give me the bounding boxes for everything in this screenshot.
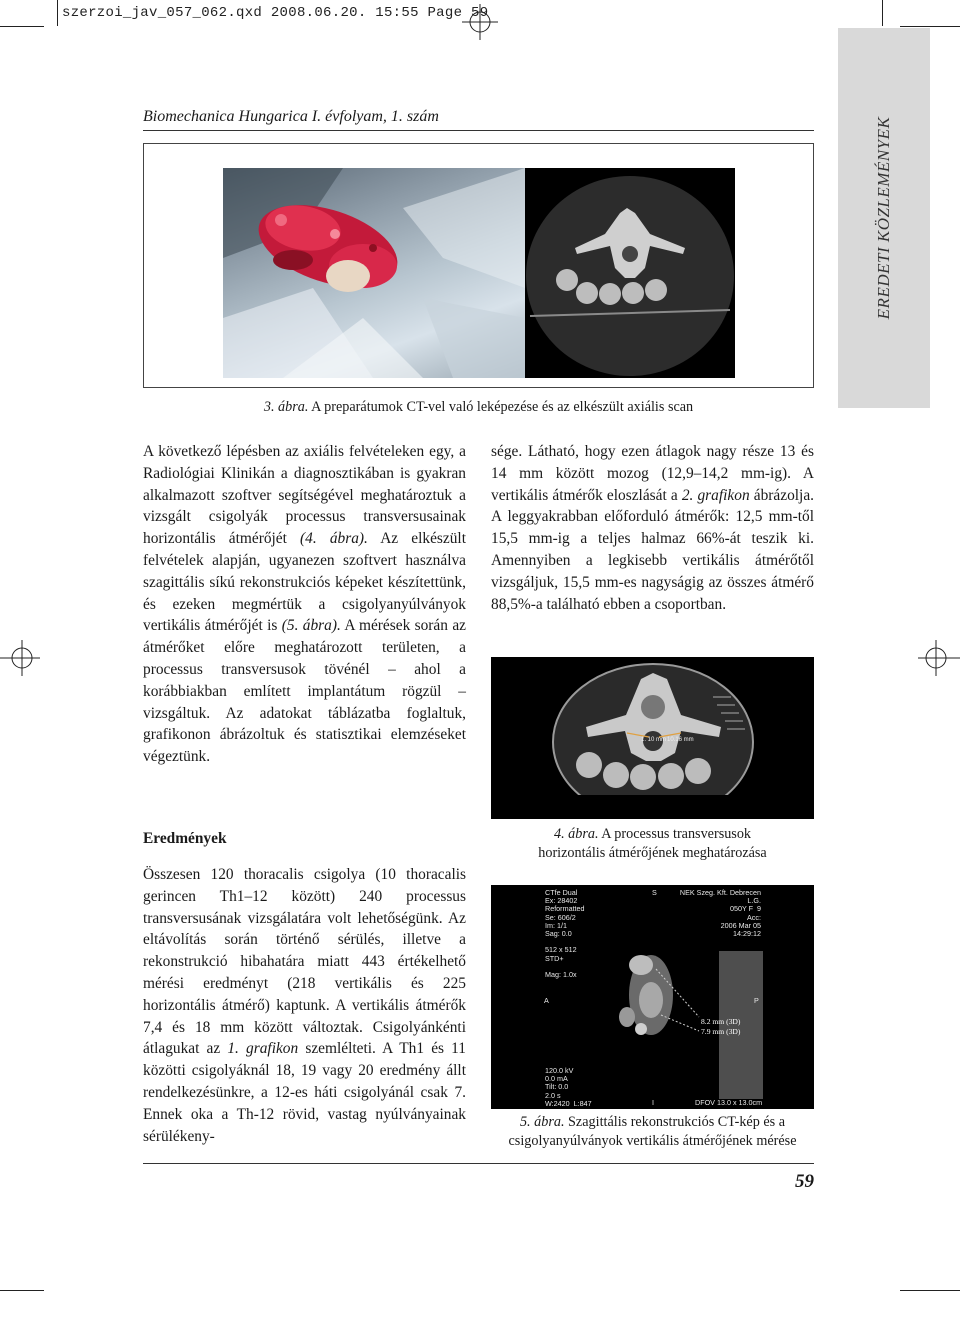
left-column [143, 441, 466, 768]
ct-orientation-s: S [652, 888, 657, 897]
slug-file: szerzoi_jav_057_062.qxd [62, 5, 263, 21]
crop-mark [57, 0, 58, 26]
figure5-label: 5. ábra. [519, 1114, 565, 1130]
results-column [143, 864, 466, 1147]
axial-ct-scan [525, 168, 735, 378]
figure3-caption [143, 398, 814, 417]
figure4-image [491, 657, 814, 819]
side-tab-label: EREDETI KÖZLEMÉNYEK [874, 116, 893, 320]
results-continuation [491, 441, 814, 615]
text-run: Az elkészült felvételek alapján, ugyanezen szoftvert használva szagittális síkú rekonstrukciós képeket készítettünk, és ezeken megmértük a csigolyanyúlványok vertikális átmérőjét is [143, 530, 466, 635]
footer-rule [143, 1163, 814, 1164]
figure5-caption [491, 1113, 814, 1151]
slug-page: Page 59 [427, 5, 489, 21]
graph-ref: 2. grafikon [681, 486, 750, 504]
text-run: sége. Látható, hogy ezen átlagok nagy része 13 és 14 mm között mozog (12,9–14,2 mm-ig). A vertikális átmérők eloszlását a [491, 443, 814, 504]
registration-mark-left [0, 640, 40, 676]
graph-ref: 1. grafikon [227, 1040, 299, 1058]
specimen-photo [223, 168, 525, 378]
figure5-text: Szagittális rekonstrukciós CT-kép és a [564, 1114, 786, 1130]
crop-mark [0, 26, 44, 27]
slug-date: 2008.06.20. [270, 5, 367, 21]
ct-info-left: CTfe Dual Ex: 28402 Reformatted Se: 606/2 Im: 1/1 Sag: 0.0 512 x 512 STD+ Mag: 1.0x [545, 888, 585, 980]
ct-orientation-i: I [652, 1098, 654, 1107]
header-rule [143, 130, 814, 131]
figure4-text-2: horizontális átmérőjének meghatározása [538, 845, 767, 861]
crop-mark [882, 0, 883, 26]
text-run: Összesen 120 thoracalis csigolya (10 thoracalis gerincen Th1–12 között) 240 processus transversusának vizsgálatára volt lehetőségünk. Az eltávolítás során történő sérülés, illetve a rekonstrukció hibahatára miatt 443 értékelhető mérési eredményt (218 vertikális és 225 horizontális átmérő) kaptunk. A vertikális átmérők 7,4 és 18 mm között változtak. Csigolyánkénti átlagukat az [143, 866, 466, 1058]
ct-info-right: NEK Szeg. Kft. Debrecen L.G. 050Y F 9 Acc: 2006 Mar 05 14:29:12 [679, 888, 761, 939]
ct-dfov: DFOV 13.0 x 13.0cm [695, 1098, 763, 1107]
figure-ref: (4. ábra). [300, 530, 368, 548]
figure-ref: (5. ábra). [281, 617, 341, 635]
figure5-text-2: csigolyanyúlványok vertikális átmérőjének mérése [508, 1133, 797, 1149]
figure3-label: 3. ábra. [263, 399, 309, 415]
measurement-label-b: 10.16 mm [667, 737, 694, 743]
text-run: szemlélteti. A Th1 és 11 közötti csigolyáknál 18, 19 vagy 20 eredmény állt rendelkezésünkre, a 12-es háti csigolyánál csak 7. Ennek oka a Th-12 rövid, vastag nyúlványainak sérülékeny- [143, 1040, 466, 1145]
figure4-caption [491, 825, 814, 863]
figure4-label: 4. ábra. [553, 826, 599, 842]
methods-paragraph [143, 441, 466, 768]
results-paragraph [143, 864, 466, 1147]
page-number: 59 [795, 1171, 814, 1192]
right-column [491, 441, 814, 615]
text-run: A mérések során az átmérőket előre meghatározott területen, a processus transversusok tövénél – ahol a korábbiakban említett implantátum rögzül – vizsgáltuk. Az adatokat táblázatba foglaltuk, grafikonon ábrázoltuk és statisztikai elemzéseket végeztünk. [143, 617, 466, 766]
slug-time: 15:55 [375, 5, 419, 21]
journal-title: Biomechanica Hungarica I. évfolyam, 1. szám [143, 108, 439, 125]
figure5-image [491, 885, 814, 1109]
ct-info-bottom: 120.0 kV 0.0 mA Tilt: 0.0 2.0 s W:2420 L:847 [545, 1066, 592, 1108]
text-run: A következő lépésben az axiális felvételeken egy, a Radiológiai Klinikán a diagnosztikában is gyakran alkalmazott szoftver segítségével meghatároztuk a vizsgált csigolyák processus transversusainak horizontális átmérőjét [143, 443, 466, 548]
measurement-label-a: 1. 10 mm [641, 737, 667, 743]
side-tab [838, 28, 930, 408]
crop-mark [900, 1290, 960, 1291]
ct-orientation-a: A [544, 996, 549, 1005]
figure4-text: A processus transversusok [598, 826, 752, 842]
ct-measure-2: 7.9 mm (3D) [701, 1027, 741, 1036]
section-heading: Eredmények [143, 830, 227, 847]
crop-mark [0, 1290, 44, 1291]
ct-orientation-p: P [754, 996, 759, 1005]
crop-mark [900, 26, 960, 27]
slug-line [62, 5, 488, 21]
ct-measure-1: 8.2 mm (3D) [701, 1017, 741, 1026]
registration-mark-right [918, 640, 960, 676]
figure3-text: A preparátumok CT-vel való leképezése és az elkészült axiális scan [308, 399, 694, 415]
text-run: ábrázolja. A leggyakrabban előforduló átmérők: 12,5 mm-től 15,5 mm-ig a teljes halmaz 66%-át teszik ki. Amennyiben a legkisebb vertikális átmérőtől vizsgáljuk, 15,5 mm-es nagyságig az összes átmérő 88,5%-a található ebben a csoportban. [491, 486, 815, 613]
